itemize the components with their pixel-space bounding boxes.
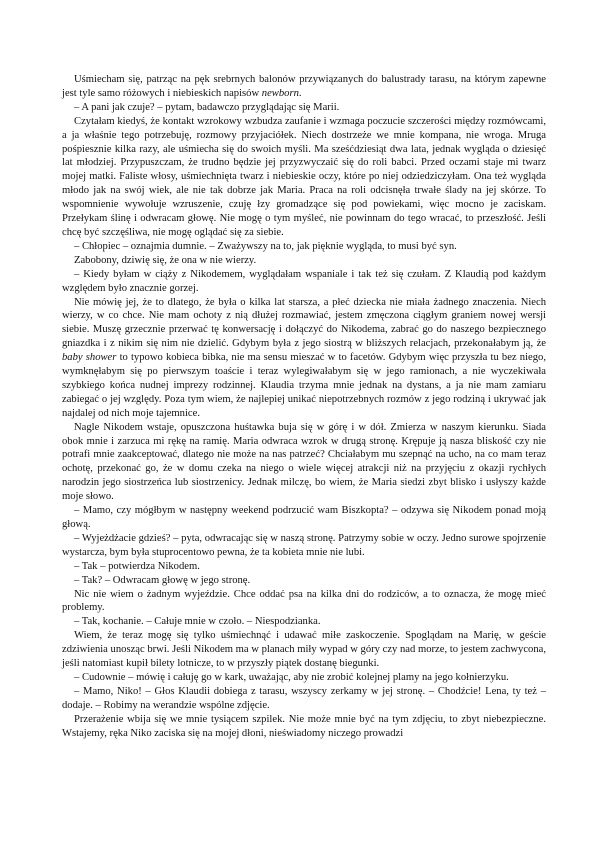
text-run: Nagle Nikodem wstaje, opuszczona huśtawka buja się w górę i w dół. Zmierza w naszym kierunku. Siada obok mnie i zarzuca mi rękę na ramię. Maria odwraca wzrok w drugą stronę. Krępuje ją nasza bliskość czy nie potrafi mnie zaakceptować, dlatego nie może na nas patrzeć? Chciałabym mu szepnąć na ucho, na co mam teraz ochotę, przekonać go, że w domu czeka na niego o wiele więcej atrakcji niż na przyjęciu z okazji rychłych narodzin jego siostrzeńca lub siostrzenicy. Jednak milczę, bo wiem, że Maria siedzi zbyt blisko i usłyszy każde moje słowo. <box>62 421 546 503</box>
paragraph <box>62 629 546 671</box>
text-run: – A pani jak czuje? – pytam, badawczo przyglądając się Marii. <box>74 101 340 113</box>
text-run: – Tak, kochanie. – Całuje mnie w czoło. – Niespodzianka. <box>74 616 321 628</box>
text-run: Nic nie wiem o żadnym wyjeździe. Chce oddać psa na kilka dni do rodziców, a to oznacza, że mogę mieć problemy. <box>62 588 546 614</box>
text-run: Czytałam kiedyś, że kontakt wzrokowy wzbudza zaufanie i wzmaga poczucie szczerości między rozmówcami, a ja właśnie tego potrzebuję, rozmowy przyjaciółek. Niech dostrzeże we mnie kompana, nie wroga. Mruga pośpiesznie kilka razy, ale uśmiecha się do swoich myśli. Ma sześćdziesiąt dwa lata, jednak wygląda o dziesięć lat młodziej. Przypuszczam, że trudno będzie jej przyzwyczaić się do roli babci. Przed oczami staje mi twarz mojej matki. Faliste włosy, uśmiechnięta twarz i niebieskie oczy, które po niej odziedziczyłam. Ona też wygląda młodo jak na swój wiek, ale nie tak dobrze jak Maria. Praca na roli odcisnęła trwałe ślady na jej skórze. To wspomnienie wywołuje wzruszenie, czuję łzy gromadzące się pod powiekami, więc mocno je zaciskam. Przełykam ślinę i odwracam głowę. Nie mogę o tym myśleć, nie powinnam do tego wracać, to przeszłość. Jeśli chcę być szczęśliwa, nie mogę oglądać się za siebie. <box>62 115 546 238</box>
paragraph <box>62 115 546 240</box>
paragraph <box>62 588 546 616</box>
page-body <box>62 73 546 741</box>
text-run: – Mamo, czy mógłbym w następny weekend podrzucić wam Biszkopta? – odzywa się Nikodem ponad moją głową. <box>62 505 546 530</box>
text-run: Zabobony, dziwię się, że ona w nie wierzy. <box>74 254 257 266</box>
paragraph <box>62 671 546 685</box>
paragraph <box>62 615 546 629</box>
text-run: – Kiedy byłam w ciąży z Nikodemem, wyglądałam wspaniale i tak też się czułam. Z Klaudią pod każdym względem było znacznie gorzej. <box>62 268 546 294</box>
paragraph <box>62 560 546 574</box>
text-run: – Tak? – Odwracam głowę w jego stronę. <box>74 574 251 586</box>
paragraph <box>62 421 546 504</box>
paragraph <box>62 254 546 268</box>
paragraph <box>62 101 546 115</box>
text-run: . <box>298 87 302 99</box>
text-run: – Tak – potwierdza Nikodem. <box>74 560 200 572</box>
paragraph <box>62 532 546 560</box>
paragraph <box>62 685 546 713</box>
text-run: – Wyjeżdżacie gdzieś? – pyta, odwracając się w naszą stronę. Patrzymy sobie w oczy. Jedno surowe spojrzenie wystarcza, bym była stuprocentowo pewna, że ta kobieta mnie nie lubi. <box>62 532 546 558</box>
paragraph <box>62 574 546 588</box>
text-run: to typowo kobieca bibka, nie ma sensu mieszać w to facetów. Gdybym więc przyszła tu bez niego, wymknęłabym się po pierwszym toaście i teraz wylegiwałabym się w jego ramionach, a nie wyczekiwała szybkiego końca nudnej imprezy rodzinnej. Klaudia trzyma mnie jednak na dystans, a ja nie mam zamiaru zabiegać o jej względy. Poza tym wiem, że najlepiej unikać niepotrzebnych rozmów z jego rodziną i ukrywać jak najdalej od nich moje tajemnice. <box>62 352 546 419</box>
text-run: – Chłopiec – oznajmia dumnie. – Zważywszy na to, jak pięknie wygląda, to musi być syn. <box>74 240 457 252</box>
paragraph <box>62 268 546 296</box>
paragraph <box>62 240 546 254</box>
text-run: – Cudownie – mówię i całuję go w kark, uważając, aby nie zrobić kolejnej plamy na jego kołnierzyku. <box>74 671 509 683</box>
text-run: Uśmiecham się, patrząc na pęk srebrnych balonów przywiązanych do balustrady tarasu, na którym zapewne jest tyle samo różowych i niebieskich napisów <box>62 74 546 99</box>
paragraph <box>62 713 546 741</box>
paragraph <box>62 296 546 421</box>
text-run: – Mamo, Niko! – Głos Klaudii dobiega z tarasu, wszyscy zerkamy w jej stronę. – Chodźcie! Lena, ty też – dodaje. – Robimy na werandzie wspólne zdjęcie. <box>62 685 546 711</box>
italic-text: newborn <box>261 87 299 99</box>
text-run: Przerażenie wbija się we mnie tysiącem szpilek. Nie może mnie być na tym zdjęciu, to zbyt niebezpieczne. Wstajemy, ręka Niko zaciska się na mojej dłoni, nieświadomy niczego prowadzi <box>62 713 546 739</box>
paragraph <box>62 504 546 532</box>
text-run: Nie mówię jej, że to dlatego, że była o kilka lat starsza, a płeć dziecka nie miała żadnego znaczenia. Niech wierzy, w co chce. Nie mam ochoty z nią dłużej rozmawiać, jestem zmęczona ciągłym graniem nowej wersji siebie. Muszę grzecznie przerwać tę konwersację i dołączyć do Nikodema, zabrać go do naszego bezpiecznego gniazdka i z nikim się nim nie dzielić. Gdybym była z jego siostrą w bliższych relacjach, przekonałabym ją, że <box>62 296 546 350</box>
paragraph <box>62 73 546 101</box>
italic-text: baby shower <box>62 352 117 364</box>
text-run: Wiem, że teraz mogę się tylko uśmiechnąć i udawać miłe zaskoczenie. Spoglądam na Marię, w geście zdziwienia unosząc brwi. Jeśli Nikodem ma w planach miły wypad w góry czy nad morze, to jestem zachwycona, jeśli natomiast kupił bilety lotnicze, to w przyszły piątek dostanę biegunki. <box>62 630 546 670</box>
